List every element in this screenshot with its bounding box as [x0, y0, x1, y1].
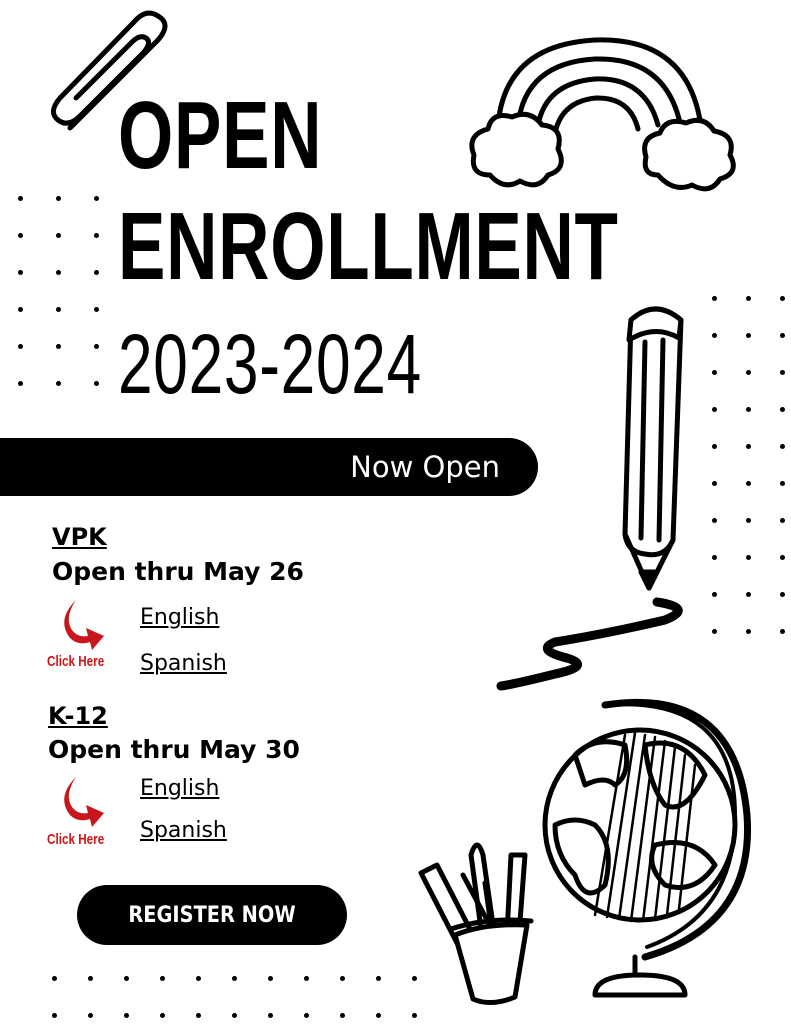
- decor-dot: [18, 307, 23, 312]
- decor-dot: [746, 555, 751, 560]
- decor-dot: [18, 344, 23, 349]
- vpk-heading: VPK: [52, 523, 107, 551]
- decor-dot: [340, 976, 345, 981]
- decor-dot: [124, 976, 129, 981]
- decor-dot: [268, 1013, 273, 1018]
- decor-dot: [56, 196, 61, 201]
- vpk-click-here[interactable]: Click Here: [47, 653, 105, 670]
- decor-dot: [268, 976, 273, 981]
- decor-dot: [780, 518, 785, 523]
- decor-dot: [746, 518, 751, 523]
- decor-dot: [712, 333, 717, 338]
- decor-dot: [376, 976, 381, 981]
- decor-dot: [746, 481, 751, 486]
- vpk-spanish-link[interactable]: Spanish: [140, 651, 227, 676]
- decor-dot: [746, 296, 751, 301]
- paint-brush-cup-icon: [415, 825, 545, 1010]
- decor-dot: [160, 1013, 165, 1018]
- decor-dot: [94, 196, 99, 201]
- decor-dot: [304, 1013, 309, 1018]
- k12-dates: Open thru May 30: [48, 735, 300, 764]
- decor-dot: [232, 1013, 237, 1018]
- decor-dot: [712, 444, 717, 449]
- globe-icon: [535, 695, 755, 1015]
- decor-dot: [18, 233, 23, 238]
- decor-dot: [712, 407, 717, 412]
- decor-dot: [780, 296, 785, 301]
- decor-dot: [780, 407, 785, 412]
- now-open-label: Now Open: [350, 450, 500, 484]
- register-now-button[interactable]: [77, 885, 347, 945]
- curved-arrow-icon: [56, 598, 106, 653]
- k12-click-here[interactable]: Click Here: [47, 831, 105, 848]
- decor-dot: [56, 381, 61, 386]
- vpk-dates: Open thru May 26: [52, 557, 304, 586]
- decor-dot: [376, 1013, 381, 1018]
- decor-dot: [712, 296, 717, 301]
- decor-dot: [124, 1013, 129, 1018]
- decor-dot: [712, 592, 717, 597]
- decor-dot: [94, 344, 99, 349]
- decor-dot: [52, 1013, 57, 1018]
- decor-dot: [88, 976, 93, 981]
- decor-dot: [94, 270, 99, 275]
- decor-dot: [56, 270, 61, 275]
- rainbow-icon: [460, 25, 750, 200]
- decor-dot: [746, 629, 751, 634]
- decor-dot: [780, 333, 785, 338]
- decor-dot: [94, 307, 99, 312]
- decor-dot: [94, 381, 99, 386]
- decor-dot: [232, 976, 237, 981]
- decor-dot: [56, 344, 61, 349]
- decor-dot: [160, 976, 165, 981]
- k12-english-link[interactable]: English: [140, 776, 220, 801]
- decor-dot: [712, 481, 717, 486]
- decor-dot: [304, 976, 309, 981]
- k12-spanish-link[interactable]: Spanish: [140, 818, 227, 843]
- decor-dot: [56, 233, 61, 238]
- decor-dot: [746, 592, 751, 597]
- vpk-english-link[interactable]: English: [140, 605, 220, 630]
- decor-dot: [94, 233, 99, 238]
- pencil-icon: [495, 290, 695, 700]
- decor-dot: [340, 1013, 345, 1018]
- title-year: 2023-2024: [118, 317, 422, 411]
- decor-dot: [780, 629, 785, 634]
- decor-dot: [712, 555, 717, 560]
- decor-dot: [780, 370, 785, 375]
- decor-dot: [712, 629, 717, 634]
- decor-dot: [780, 592, 785, 597]
- decor-dot: [18, 270, 23, 275]
- decor-dot: [18, 381, 23, 386]
- decor-dot: [746, 444, 751, 449]
- decor-dot: [412, 1013, 417, 1018]
- decor-dot: [712, 370, 717, 375]
- decor-dot: [56, 307, 61, 312]
- decor-dot: [746, 370, 751, 375]
- decor-dot: [88, 1013, 93, 1018]
- decor-dot: [18, 196, 23, 201]
- decor-dot: [52, 976, 57, 981]
- decor-dot: [780, 555, 785, 560]
- decor-dot: [196, 976, 201, 981]
- decor-dot: [746, 407, 751, 412]
- k12-heading: K-12: [48, 702, 108, 730]
- decor-dot: [746, 333, 751, 338]
- decor-dot: [712, 518, 717, 523]
- title-line-2: ENROLLMENT: [118, 193, 619, 300]
- decor-dot: [780, 481, 785, 486]
- decor-dot: [196, 1013, 201, 1018]
- decor-dot: [780, 444, 785, 449]
- curved-arrow-icon: [56, 775, 106, 830]
- title-line-1: OPEN: [118, 82, 323, 189]
- register-now-label: REGISTER NOW: [128, 902, 296, 928]
- now-open-banner: [0, 438, 538, 496]
